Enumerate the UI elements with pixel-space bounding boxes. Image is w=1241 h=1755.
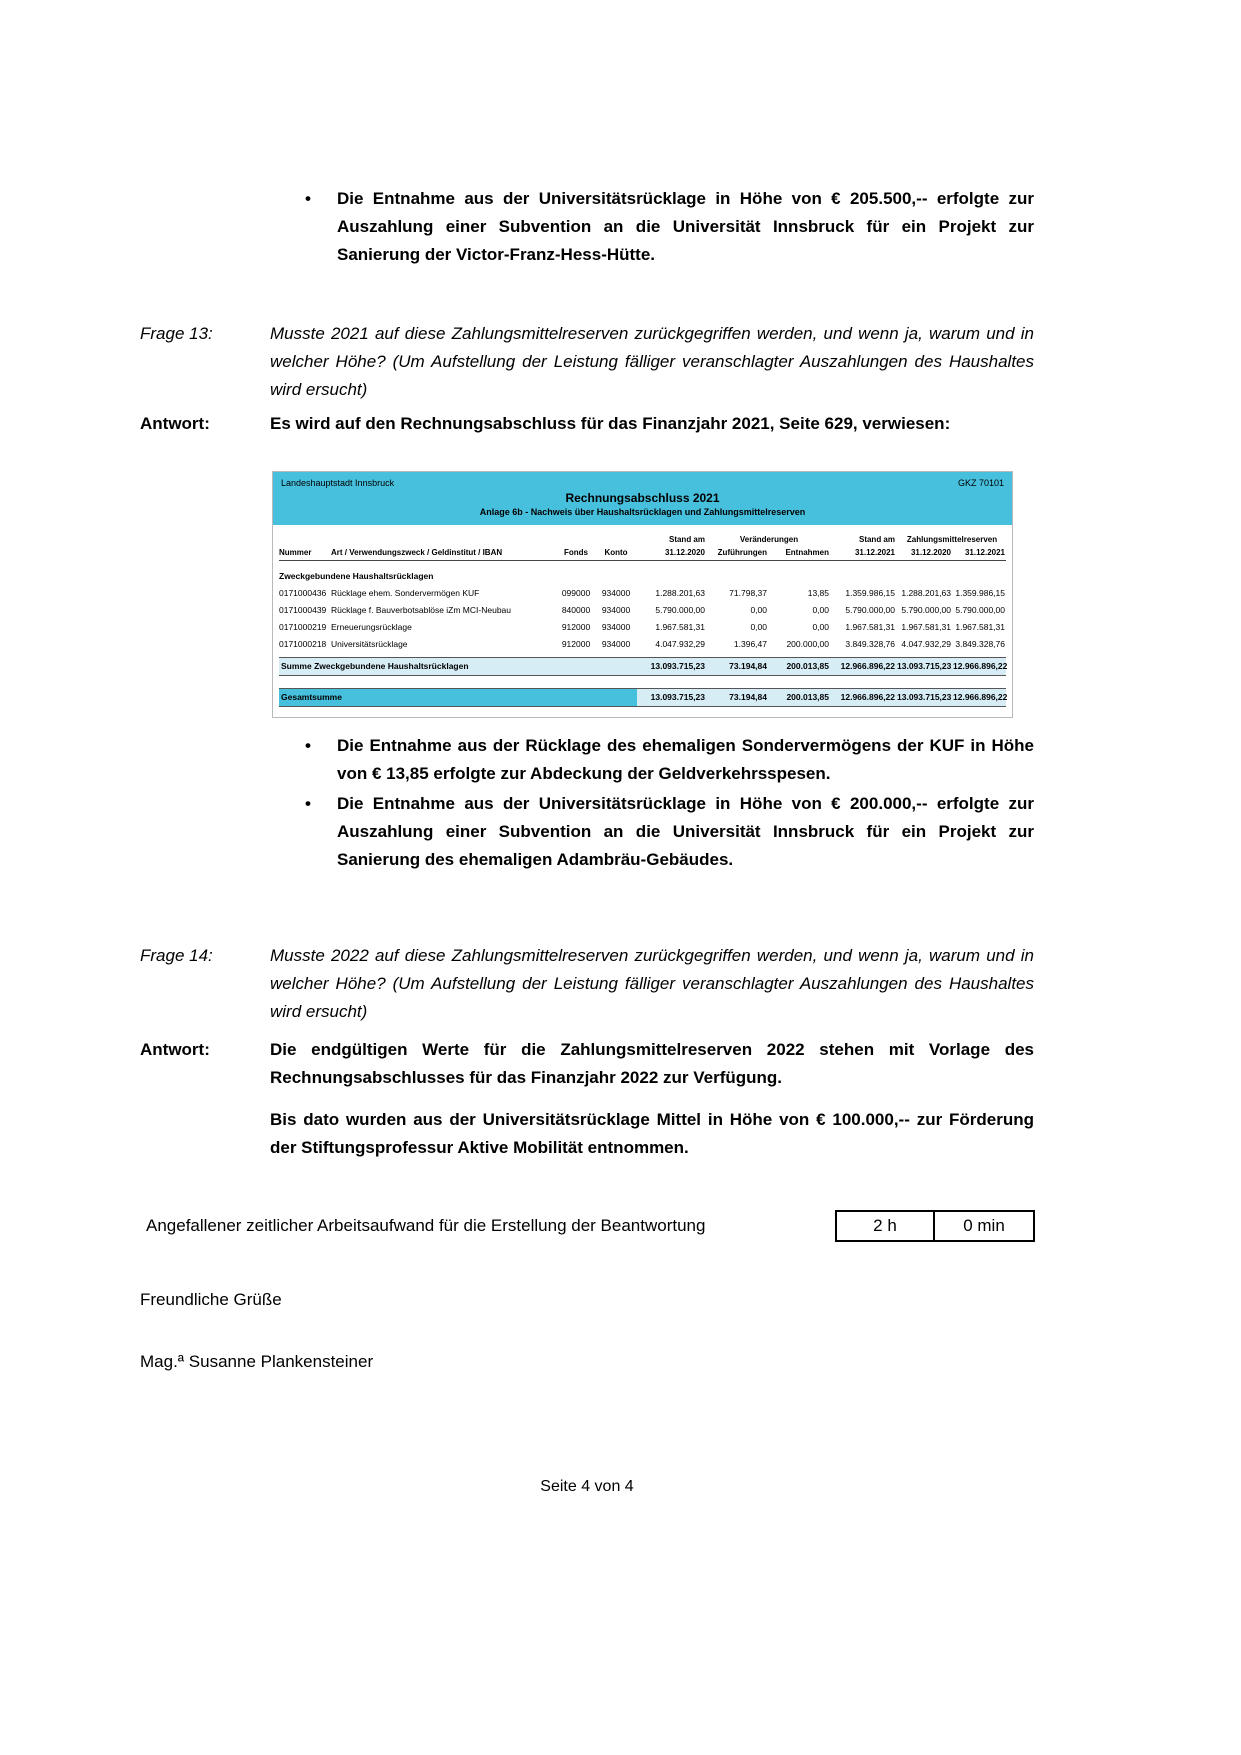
group-header-veraenderungen: Veränderungen [739, 535, 799, 544]
cell-nummer: 0171000219 [279, 622, 327, 632]
table-row [279, 585, 1006, 602]
col-header-stand-2021: 31.12.2021 [854, 548, 895, 557]
cell-nummer: 0171000436 [279, 588, 327, 598]
cell-konto: 934000 [601, 605, 631, 615]
total-zmr-2021: 12.966.896,22 [953, 692, 1007, 702]
frage-14-text: Musste 2022 auf diese Zahlungsmittelreserven zurückgegriffen werden, und wenn ja, warum und in welcher Höhe? (Um Aufstellung der Leistung fälliger veranschlagter Auszahlungen des Haushaltes wird ersucht) [270, 946, 1034, 1021]
list-item [305, 185, 1034, 269]
total-stand-2020: 13.093.715,23 [650, 692, 705, 702]
bullet-text: Die Entnahme aus der Universitätsrücklage in Höhe von € 200.000,-- erfolgte zur Auszahlung einer Subvention an die Universität Innsbruck für ein Projekt zur Sanierung des ehemaligen Adambräu-Gebäudes. [337, 794, 1034, 869]
table-total-row [279, 688, 1006, 707]
sum-zufuehrungen: 73.194,84 [729, 661, 767, 671]
cell-konto: 934000 [601, 622, 631, 632]
col-header-entnahmen: Entnahmen [785, 548, 829, 557]
list-item [305, 790, 1034, 874]
antwort-14-label: Antwort: [140, 1040, 210, 1059]
table-row [279, 619, 1006, 636]
arbeitsaufwand-label: Angefallener zeitlicher Arbeitsaufwand für die Erstellung der Beantwortung [146, 1216, 706, 1235]
sum-label: Summe Zweckgebundene Haushaltsrücklagen [281, 661, 469, 671]
cell-zufuehrungen: 0,00 [750, 605, 767, 615]
group-header-stand2: Stand am [858, 535, 895, 544]
cell-entnahmen: 0,00 [812, 622, 829, 632]
cell-stand-2021: 1.967.581,31 [845, 622, 895, 632]
report-title: Rechnungsabschluss 2021 [565, 491, 720, 505]
col-header-konto: Konto [604, 548, 628, 557]
total-zmr-2020: 13.093.715,23 [897, 692, 952, 702]
antwort-13-label: Antwort: [140, 414, 210, 433]
cell-art: Universitätsrücklage [331, 639, 408, 649]
bullet-text: Die Entnahme aus der Universitätsrücklage in Höhe von € 205.500,-- erfolgte zur Auszahlung einer Subvention an die Universität Innsbruck für ein Projekt zur Sanierung der Victor-Franz-Hess-Hütte. [337, 189, 1034, 264]
total-entnahmen: 200.013,85 [786, 692, 829, 702]
col-header-art: Art / Verwendungszweck / Geldinstitut / IBAN [331, 548, 503, 557]
cell-nummer: 0171000439 [279, 605, 327, 615]
sum-stand-2021: 12.966.896,22 [840, 661, 895, 671]
cell-zmr-2021: 1.359.986,15 [955, 588, 1005, 598]
list-item [305, 732, 1034, 788]
section-header-text: Zweckgebundene Haushaltsrücklagen [279, 571, 434, 581]
antwort-14-paragraph-2: Bis dato wurden aus der Universitätsrücklage Mittel in Höhe von € 100.000,-- zur Förderung der Stiftungsprofessur Aktive Mobilität entnommen. [270, 1110, 1034, 1157]
cell-art: Erneuerungsrücklage [331, 622, 412, 632]
bullet-marker-icon [305, 185, 337, 269]
cell-zufuehrungen: 1.396,47 [733, 639, 767, 649]
cell-stand-2021: 1.359.986,15 [845, 588, 895, 598]
cell-fonds: 840000 [561, 605, 591, 615]
col-header-zmr-2020: 31.12.2020 [910, 548, 951, 557]
cell-fonds: 912000 [561, 639, 591, 649]
frage-14-block [140, 942, 1034, 1026]
table-row [279, 636, 1006, 653]
group-header-zahlungsmittelreserven: Zahlungsmittelreserven [906, 535, 998, 544]
sum-stand-2020: 13.093.715,23 [650, 661, 705, 671]
sum-entnahmen: 200.013,85 [786, 661, 829, 671]
signature-name: Mag.ª Susanne Plankensteiner [140, 1352, 374, 1371]
total-zufuehrungen: 73.194,84 [729, 692, 767, 702]
cell-zmr-2020: 5.790.000,00 [901, 605, 951, 615]
col-header-zufuehrungen: Zuführungen [717, 548, 767, 557]
cell-stand-2021: 3.849.328,76 [845, 639, 895, 649]
cell-zufuehrungen: 0,00 [750, 622, 767, 632]
cell-zmr-2021: 1.967.581,31 [955, 622, 1005, 632]
cell-zmr-2021: 5.790.000,00 [955, 605, 1005, 615]
minutes-box: 0 min [935, 1210, 1035, 1242]
cell-stand-2021: 5.790.000,00 [845, 605, 895, 615]
antwort-13-text: Es wird auf den Rechnungsabschluss für das Finanzjahr 2021, Seite 629, verwiesen: [270, 414, 951, 433]
cell-zmr-2020: 1.967.581,31 [901, 622, 951, 632]
frage-14-label: Frage 14: [140, 946, 213, 965]
table-column-header-row [279, 546, 1006, 561]
antwort-13-block [140, 410, 1034, 438]
total-label: Gesamtsumme [279, 689, 637, 706]
report-org: Landeshauptstadt Innsbruck [281, 478, 395, 488]
frage-13-label: Frage 13: [140, 324, 213, 343]
cell-konto: 934000 [601, 588, 631, 598]
bullet-text: Die Entnahme aus der Rücklage des ehemaligen Sondervermögens der KUF in Höhe von € 13,85 erfolgte zur Abdeckung der Geldverkehrsspesen. [337, 736, 1034, 783]
report-subtitle: Anlage 6b - Nachweis über Haushaltsrücklagen und Zahlungsmittelreserven [479, 507, 806, 517]
frage-13-block [140, 320, 1034, 404]
table-row [279, 602, 1006, 619]
arbeitsaufwand-boxes [835, 1210, 1035, 1242]
group-header-stand1: Stand am [668, 535, 705, 544]
sum-zmr-2020: 13.093.715,23 [897, 661, 952, 671]
arbeitsaufwand-row [146, 1210, 1035, 1242]
cell-zmr-2020: 4.047.932,29 [901, 639, 951, 649]
table-section-header [279, 568, 1006, 585]
frage-13-text: Musste 2021 auf diese Zahlungsmittelreserven zurückgegriffen werden, und wenn ja, warum und in welcher Höhe? (Um Aufstellung der Leistung fälliger veranschlagter Auszahlungen des Haushaltes wird ersucht) [270, 324, 1034, 399]
report-header-band [273, 472, 1012, 525]
cell-art: Rücklage f. Bauverbotsablöse iZm MCI-Neubau [331, 605, 511, 615]
cell-konto: 934000 [601, 639, 631, 649]
table-sum-row [279, 657, 1006, 676]
bullet-marker-icon [305, 732, 337, 788]
cell-fonds: 099000 [561, 588, 591, 598]
closing-greeting: Freundliche Grüße [140, 1290, 282, 1309]
report-gkz: GKZ 70101 [957, 478, 1004, 488]
bullet-marker-icon [305, 790, 337, 874]
after-table-bullet-list [305, 732, 1034, 876]
cell-zufuehrungen: 71.798,37 [729, 588, 767, 598]
cell-stand-2020: 1.288.201,63 [655, 588, 705, 598]
report-table [272, 471, 1013, 718]
col-header-stand-2020: 31.12.2020 [664, 548, 705, 557]
cell-stand-2020: 1.967.581,31 [655, 622, 705, 632]
hours-box: 2 h [835, 1210, 935, 1242]
cell-entnahmen: 0,00 [812, 605, 829, 615]
page-footer: Seite 4 von 4 [540, 1478, 634, 1495]
table-spacer [279, 676, 1006, 688]
intro-bullet-list [305, 185, 1034, 271]
report-table-body [273, 525, 1012, 717]
cell-art: Rücklage ehem. Sondervermögen KUF [331, 588, 480, 598]
cell-stand-2020: 4.047.932,29 [655, 639, 705, 649]
col-header-nummer: Nummer [279, 548, 312, 557]
total-stand-2021: 12.966.896,22 [840, 692, 895, 702]
col-header-zmr-2021: 31.12.2021 [964, 548, 1005, 557]
col-header-fonds: Fonds [564, 548, 588, 557]
cell-entnahmen: 200.000,00 [786, 639, 829, 649]
cell-nummer: 0171000218 [279, 639, 327, 649]
table-group-header-row [279, 533, 1006, 546]
cell-zmr-2021: 3.849.328,76 [955, 639, 1005, 649]
antwort-14-block [140, 1036, 1034, 1162]
cell-zmr-2020: 1.288.201,63 [901, 588, 951, 598]
cell-stand-2020: 5.790.000,00 [655, 605, 705, 615]
sum-zmr-2021: 12.966.896,22 [953, 661, 1007, 671]
antwort-14-paragraph-1: Die endgültigen Werte für die Zahlungsmittelreserven 2022 stehen mit Vorlage des Rechnungsabschlusses für das Finanzjahr 2022 zur Verfügung. [270, 1040, 1034, 1087]
cell-entnahmen: 13,85 [807, 588, 829, 598]
cell-fonds: 912000 [561, 622, 591, 632]
